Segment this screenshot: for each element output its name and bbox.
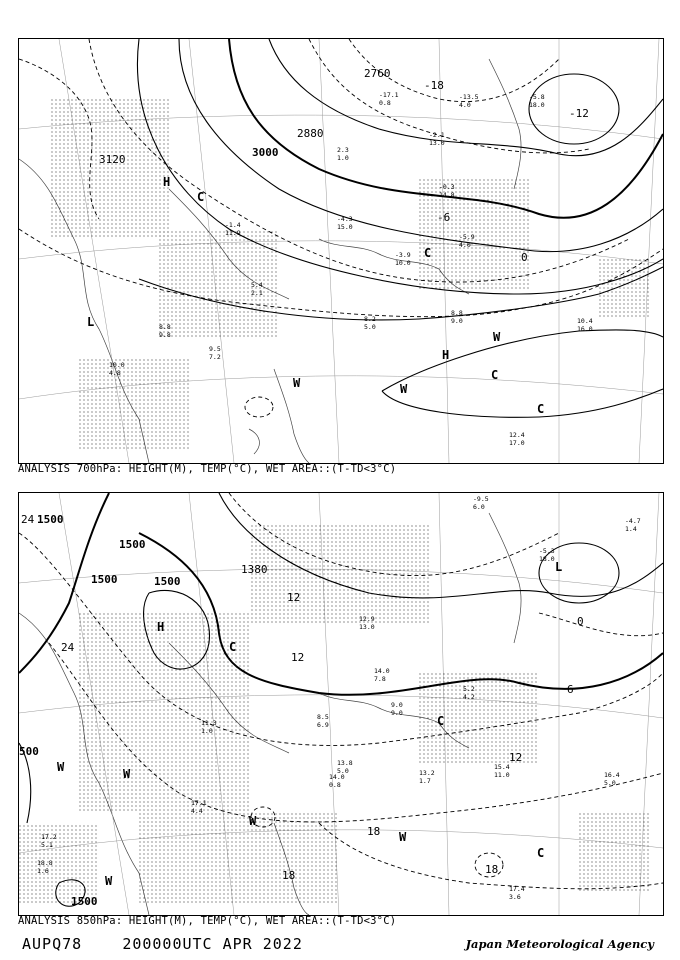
- svg-text:-5.3: -5.3: [539, 547, 555, 555]
- temp-label: 24: [61, 641, 75, 654]
- station-plot: [329, 773, 345, 789]
- map-850hpa: [18, 492, 664, 916]
- svg-text:2.3: 2.3: [337, 146, 349, 154]
- high-marker: H: [442, 348, 450, 362]
- svg-text:4.2: 4.2: [463, 693, 475, 701]
- svg-text:-3.9: -3.9: [395, 251, 411, 259]
- caption-700hpa: ANALYSIS 700hPa: HEIGHT(M), TEMP(°C), WET AREA::(T-TD<3°C): [18, 463, 397, 475]
- svg-text:6.9: 6.9: [317, 721, 329, 729]
- station-plot: [251, 281, 263, 297]
- svg-text:17.1: 17.1: [191, 799, 207, 807]
- svg-text:-1.4: -1.4: [225, 221, 241, 229]
- caption-850hpa: ANALYSIS 850hPa: HEIGHT(M), TEMP(°C), WET AREA::(T-TD<3°C): [18, 915, 397, 927]
- svg-text:5.0: 5.0: [364, 323, 376, 331]
- station-plot: [625, 517, 641, 533]
- temp-label: 12: [291, 651, 305, 664]
- station-plot: [364, 315, 376, 331]
- svg-text:4.0: 4.0: [459, 101, 471, 109]
- warm-marker: W: [493, 330, 501, 344]
- svg-text:-4.3: -4.3: [337, 215, 353, 223]
- svg-text:9.8: 9.8: [159, 331, 171, 339]
- station-plot: [359, 615, 375, 631]
- high-marker: H: [163, 175, 171, 189]
- svg-text:18.0: 18.0: [529, 101, 545, 109]
- warm-marker: W: [249, 814, 257, 828]
- station-plot: [463, 685, 475, 701]
- svg-text:12.4: 12.4: [509, 431, 525, 439]
- svg-text:5.1: 5.1: [41, 841, 53, 849]
- height-label: 1500: [154, 575, 181, 588]
- svg-text:9.5: 9.5: [209, 345, 221, 353]
- agency-credit: Japan Meteorological Agency: [465, 937, 654, 951]
- svg-text:-2.1: -2.1: [429, 131, 445, 139]
- svg-text:5.0: 5.0: [337, 767, 349, 775]
- svg-text:13.0: 13.0: [429, 139, 445, 147]
- station-plot: [539, 547, 555, 563]
- svg-text:17.0: 17.0: [509, 439, 525, 447]
- map-700hpa: [18, 38, 664, 464]
- height-label: 2760: [364, 67, 391, 80]
- map-700hpa-drawing: [19, 39, 663, 463]
- temp-label: 0: [577, 615, 584, 628]
- svg-text:14.8: 14.8: [439, 191, 455, 199]
- station-plot: [159, 323, 171, 339]
- svg-text:12.9: 12.9: [359, 615, 375, 623]
- svg-text:8.8: 8.8: [451, 309, 463, 317]
- height-label: 1500: [37, 513, 64, 526]
- station-plot: [429, 131, 445, 147]
- svg-text:9.0: 9.0: [391, 709, 403, 717]
- temp-label: 12: [509, 751, 523, 764]
- station-plot: [225, 221, 241, 237]
- svg-text:17.4: 17.4: [509, 885, 525, 893]
- temp-label: 6: [567, 683, 574, 696]
- svg-text:3.6: 3.6: [509, 893, 521, 901]
- svg-text:5.2: 5.2: [463, 685, 475, 693]
- temp-label: -6: [437, 211, 451, 224]
- cold-marker: C: [537, 846, 545, 860]
- temp-label: 18: [367, 825, 381, 838]
- svg-text:8.2: 8.2: [364, 315, 376, 323]
- cold-marker: C: [229, 640, 237, 654]
- svg-text:-5.9: -5.9: [459, 233, 475, 241]
- station-plot: [337, 759, 353, 775]
- station-plot: [451, 309, 463, 325]
- svg-text:15.4: 15.4: [494, 763, 510, 771]
- svg-text:4.4: 4.4: [191, 807, 203, 815]
- svg-text:7.8: 7.8: [374, 675, 386, 683]
- height-label: 1500: [71, 895, 98, 908]
- svg-text:15.0: 15.0: [337, 223, 353, 231]
- warm-marker: W: [105, 874, 113, 888]
- height-label: 24: [21, 513, 35, 526]
- warm-marker: W: [123, 767, 131, 781]
- cold-marker: C: [491, 368, 499, 382]
- svg-text:6.0: 6.0: [473, 503, 485, 511]
- cold-marker: C: [537, 402, 545, 416]
- svg-text:-5.8: -5.8: [529, 93, 545, 101]
- station-plot: [379, 91, 399, 107]
- station-plot: [337, 215, 353, 231]
- svg-text:-17.1: -17.1: [379, 91, 399, 99]
- station-plot: [509, 885, 525, 901]
- warm-marker: W: [293, 376, 301, 390]
- low-marker: L: [87, 315, 95, 329]
- height-label: 1500: [119, 538, 146, 551]
- svg-text:1.0: 1.0: [337, 154, 349, 162]
- height-label: 1380: [241, 563, 268, 576]
- station-plot: [439, 183, 455, 199]
- station-plot: [529, 93, 545, 109]
- svg-text:1.4: 1.4: [625, 525, 637, 533]
- station-plot: [337, 146, 349, 162]
- svg-text:13.0: 13.0: [359, 623, 375, 631]
- station-plot: [391, 701, 403, 717]
- svg-text:7.2: 7.2: [209, 353, 221, 361]
- svg-text:10.0: 10.0: [395, 259, 411, 267]
- svg-text:1.0: 1.0: [201, 727, 213, 735]
- svg-text:16.0: 16.0: [577, 325, 593, 333]
- svg-text:2.1: 2.1: [251, 289, 263, 297]
- warm-marker: W: [400, 382, 408, 396]
- station-plot: [473, 495, 489, 511]
- temp-label: 12: [287, 591, 301, 604]
- svg-text:11.0: 11.0: [494, 771, 510, 779]
- svg-text:-4.7: -4.7: [625, 517, 641, 525]
- chart-code: AUPQ78: [22, 935, 83, 953]
- map-850hpa-drawing: [19, 493, 663, 915]
- svg-text:14.0: 14.0: [329, 773, 345, 781]
- station-plot: [395, 251, 411, 267]
- station-plot: [374, 667, 390, 683]
- chart-id: [22, 935, 303, 953]
- svg-text:5.4: 5.4: [251, 281, 263, 289]
- svg-text:18.0: 18.0: [539, 555, 555, 563]
- temp-label: 18: [282, 869, 296, 882]
- svg-text:11.9: 11.9: [225, 229, 241, 237]
- cold-marker: C: [197, 190, 205, 204]
- svg-text:13.8: 13.8: [337, 759, 353, 767]
- svg-text:17.2: 17.2: [41, 833, 57, 841]
- svg-text:1.7: 1.7: [419, 777, 431, 785]
- svg-text:0.8: 0.8: [379, 99, 391, 107]
- height-label: 3000: [252, 146, 279, 159]
- station-plot: [509, 431, 525, 447]
- svg-text:10.4: 10.4: [577, 317, 593, 325]
- station-plot: [494, 763, 510, 779]
- svg-text:-13.5: -13.5: [459, 93, 479, 101]
- temp-label: -12: [569, 107, 589, 120]
- temp-label: -18: [424, 79, 444, 92]
- temp-label: 18: [485, 863, 499, 876]
- height-label: 3120: [99, 153, 126, 166]
- svg-text:9.0: 9.0: [451, 317, 463, 325]
- svg-text:9.0: 9.0: [391, 701, 403, 709]
- cold-marker: C: [437, 714, 445, 728]
- svg-text:1.6: 1.6: [37, 867, 49, 875]
- svg-text:18.8: 18.8: [37, 859, 53, 867]
- svg-text:8.8: 8.8: [159, 323, 171, 331]
- station-plot: [209, 345, 221, 361]
- height-label: 500: [19, 745, 39, 758]
- svg-text:0.8: 0.8: [329, 781, 341, 789]
- svg-text:8.5: 8.5: [317, 713, 329, 721]
- svg-text:13.2: 13.2: [419, 769, 435, 777]
- svg-text:4.0: 4.0: [459, 241, 471, 249]
- cold-marker: C: [424, 246, 432, 260]
- high-marker: H: [157, 620, 165, 634]
- chart-time: 200000UTC APR 2022: [122, 935, 303, 953]
- station-plot: [577, 317, 593, 333]
- svg-text:10.0: 10.0: [109, 361, 125, 369]
- svg-text:14.0: 14.0: [374, 667, 390, 675]
- svg-text:5.0: 5.0: [604, 779, 616, 787]
- svg-text:4.8: 4.8: [109, 369, 121, 377]
- station-plot: [419, 769, 435, 785]
- svg-text:16.4: 16.4: [604, 771, 620, 779]
- svg-text:-0.3: -0.3: [439, 183, 455, 191]
- height-label: 1500: [91, 573, 118, 586]
- low-marker: L: [555, 560, 563, 574]
- svg-text:11.3: 11.3: [201, 719, 217, 727]
- warm-marker: W: [399, 830, 407, 844]
- warm-marker: W: [57, 760, 65, 774]
- height-label: 2880: [297, 127, 324, 140]
- station-plot: [317, 713, 329, 729]
- svg-text:-9.5: -9.5: [473, 495, 489, 503]
- temp-label: 0: [521, 251, 528, 264]
